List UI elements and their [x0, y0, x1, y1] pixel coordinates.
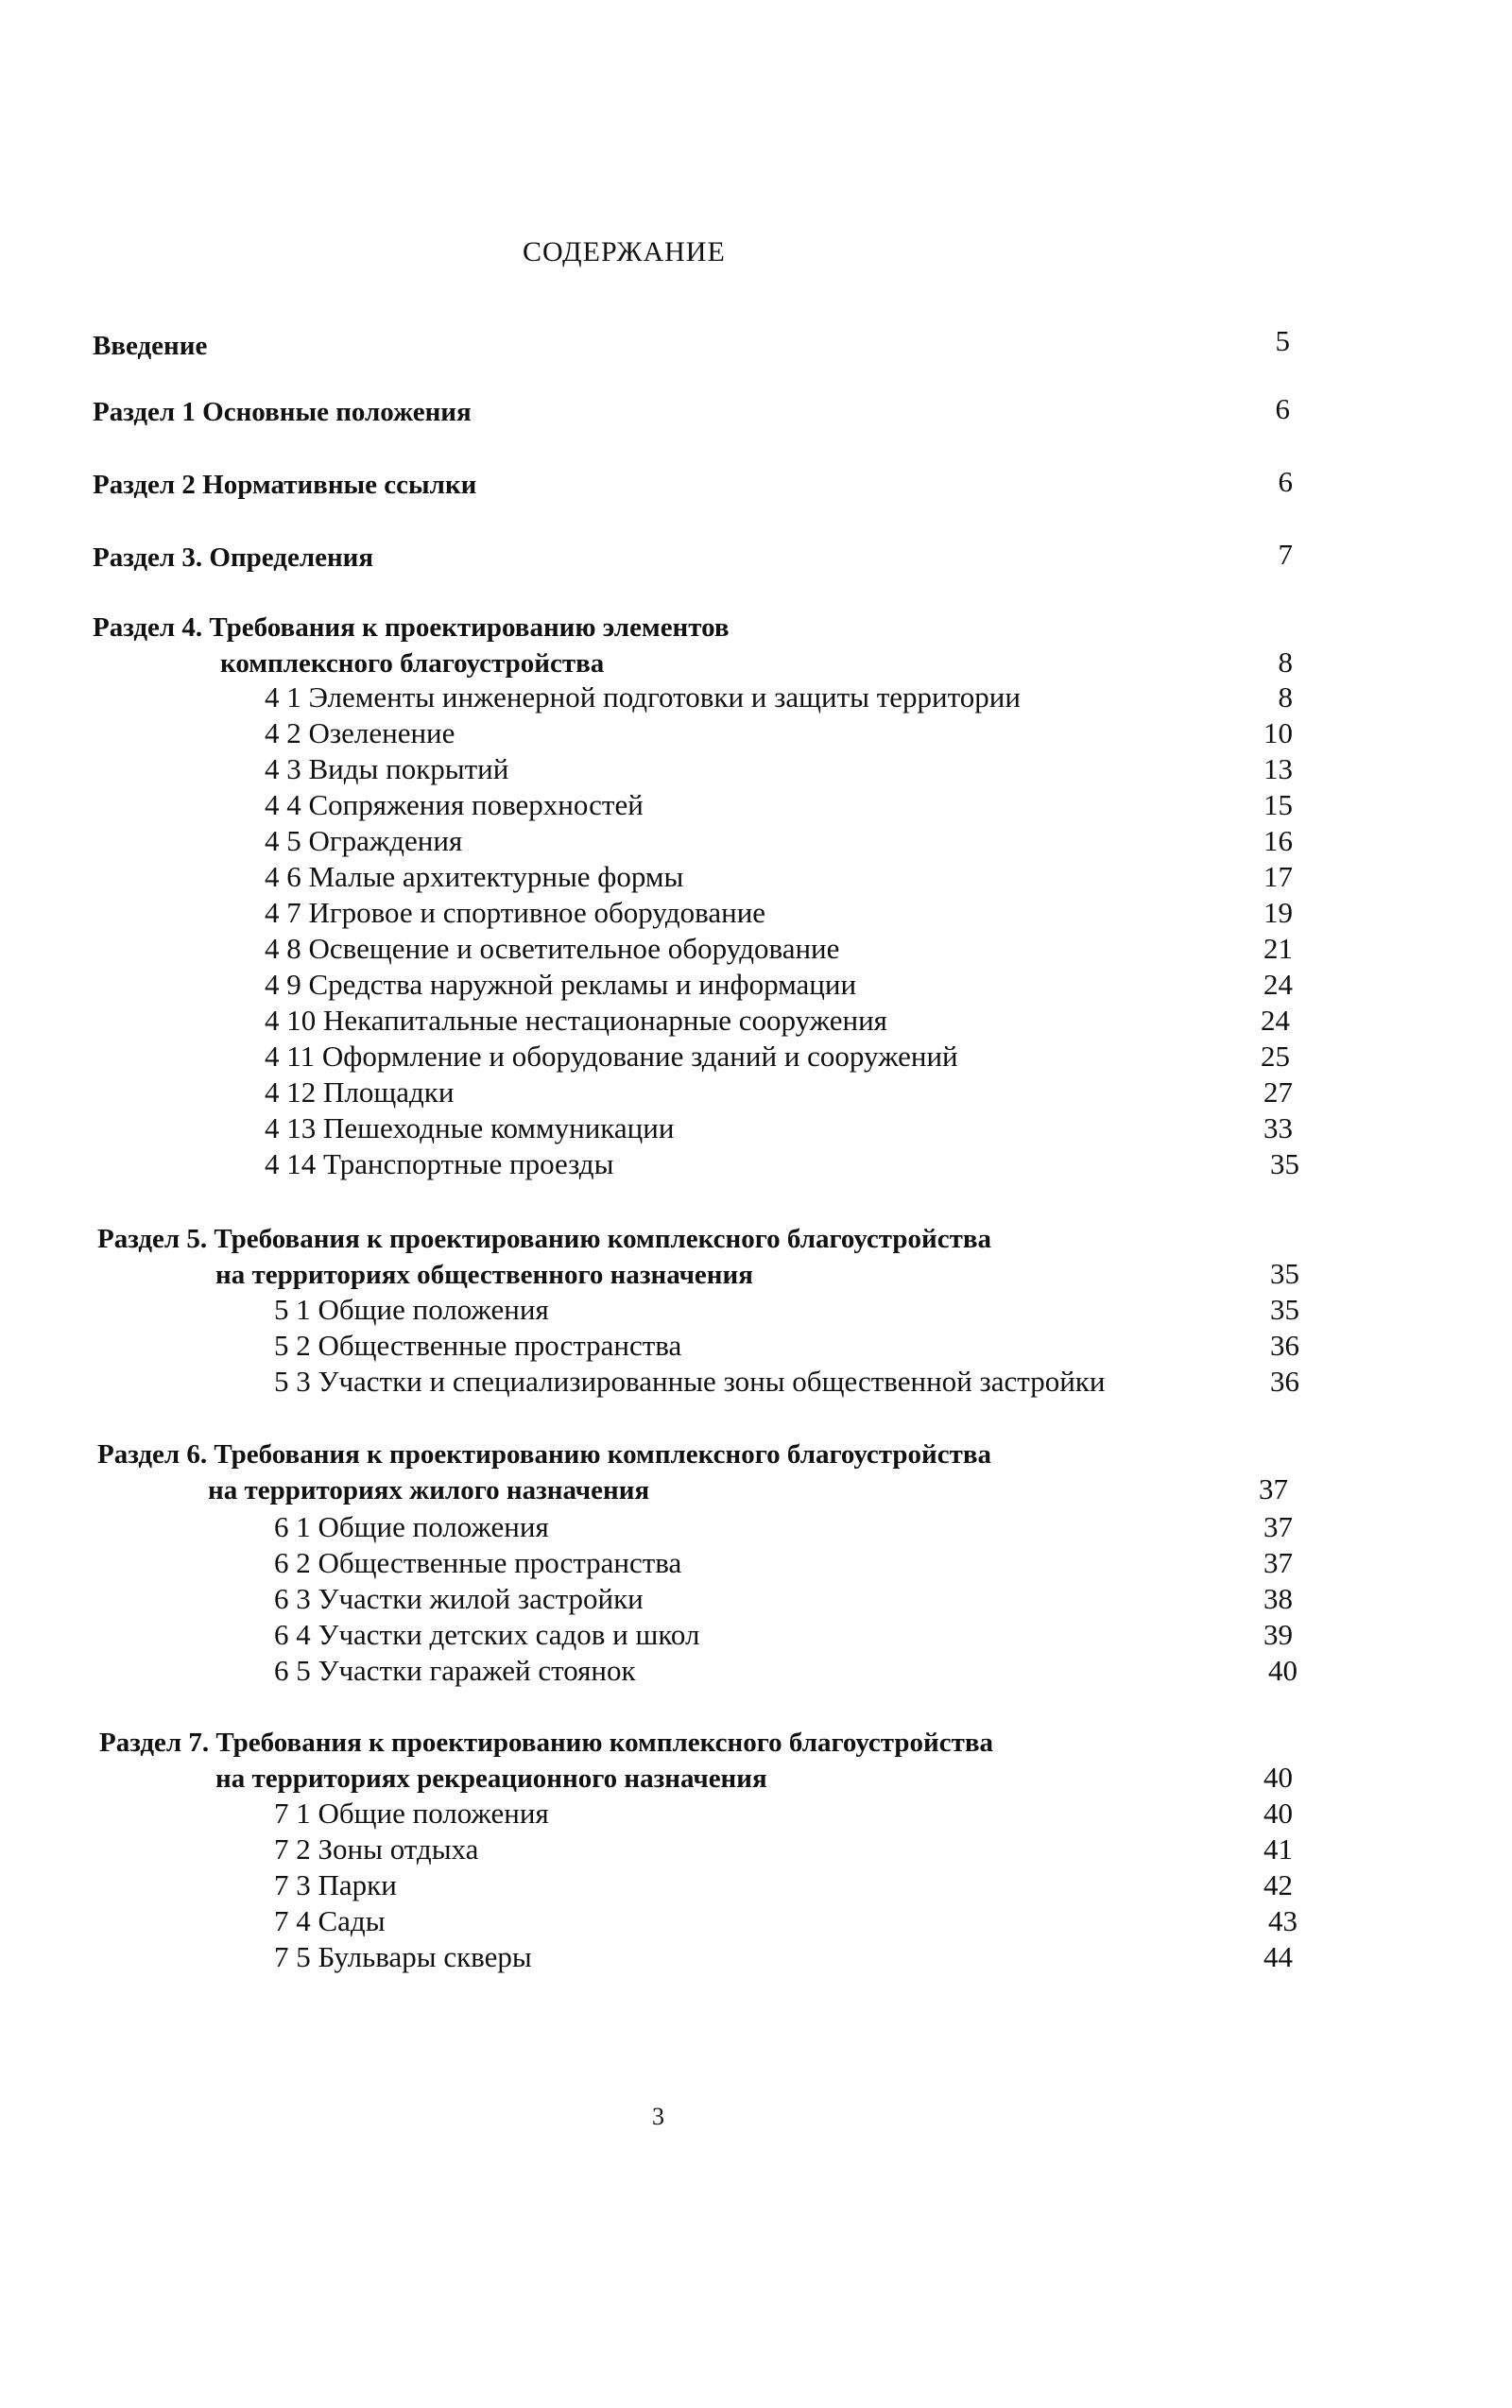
toc-item: 4 7 Игровое и спортивное оборудование — [265, 896, 766, 929]
toc-section-5-page: 35 — [1270, 1257, 1299, 1290]
toc-item-page: 38 — [1263, 1582, 1293, 1615]
toc-item-page: 35 — [1270, 1293, 1299, 1326]
toc-item: 6 4 Участки детских садов и школ — [274, 1618, 700, 1651]
toc-item: 4 13 Пешеходные коммуникации — [265, 1111, 675, 1144]
toc-item-page: 24 — [1263, 968, 1293, 1001]
toc-section-5-line2: на территориях общественного назначения — [215, 1260, 753, 1290]
toc-item-page: 41 — [1263, 1832, 1293, 1866]
toc-item-page: 37 — [1263, 1510, 1293, 1543]
toc-section-1-page: 6 — [1275, 392, 1290, 425]
toc-item: 4 11 Оформление и оборудование зданий и сооружений — [265, 1040, 958, 1073]
toc-item-page: 40 — [1263, 1797, 1293, 1830]
toc-item-page: 33 — [1263, 1111, 1293, 1144]
toc-section-6-line2: на территориях жилого назначения — [208, 1475, 650, 1505]
toc-item-page: 44 — [1263, 1940, 1293, 1973]
toc-item-page: 27 — [1263, 1075, 1293, 1109]
toc-item: 4 2 Озеленение — [265, 716, 455, 749]
toc-section-4-line1: Раздел 4. Требования к проектированию элементов — [93, 612, 730, 643]
toc-item-page: 40 — [1268, 1654, 1297, 1687]
toc-item-page: 43 — [1268, 1904, 1297, 1937]
toc-section-4-page: 8 — [1278, 645, 1293, 679]
toc-item-page: 35 — [1270, 1147, 1299, 1180]
toc-item-page: 21 — [1263, 932, 1293, 965]
toc-item-page: 16 — [1263, 824, 1293, 857]
toc-item-page: 15 — [1263, 788, 1293, 821]
toc-item-page: 39 — [1263, 1618, 1293, 1651]
toc-item-page: 10 — [1263, 716, 1293, 749]
toc-item: 4 10 Некапитальные нестационарные сооружения — [265, 1004, 887, 1037]
toc-intro-label: Введение — [93, 331, 208, 361]
toc-item: 7 5 Бульвары скверы — [274, 1940, 532, 1973]
toc-section-3-page: 7 — [1278, 538, 1293, 571]
toc-item-page: 13 — [1263, 752, 1293, 785]
toc-item: 6 3 Участки жилой застройки — [274, 1582, 644, 1615]
toc-section-7-line2: на территориях рекреационного назначения — [215, 1763, 767, 1794]
toc-item: 4 4 Сопряжения поверхностей — [265, 788, 644, 821]
toc-section-6-line1: Раздел 6. Требования к проектированию комплексного благоустройства — [97, 1439, 992, 1470]
toc-item: 4 14 Транспортные проезды — [265, 1147, 614, 1180]
toc-item-page: 36 — [1270, 1329, 1299, 1362]
toc-item: 4 1 Элементы инженерной подготовки и защиты территории — [265, 680, 1021, 714]
toc-item: 6 2 Общественные пространства — [274, 1546, 682, 1579]
toc-item: 7 4 Сады — [274, 1904, 386, 1937]
toc-section-2-page: 6 — [1278, 465, 1293, 498]
toc-item-page: 42 — [1263, 1868, 1293, 1901]
toc-item: 5 2 Общественные пространства — [274, 1329, 682, 1362]
toc-section-5-line1: Раздел 5. Требования к проектированию комплексного благоустройства — [97, 1224, 992, 1254]
toc-item-page: 8 — [1278, 680, 1293, 714]
toc-section-7-line1: Раздел 7. Требования к проектированию комплексного благоустройства — [99, 1728, 994, 1758]
toc-item: 6 1 Общие положения — [274, 1510, 549, 1543]
toc-section-4-line2: комплексного благоустройства — [220, 648, 605, 679]
toc-section-7-page: 40 — [1263, 1761, 1293, 1794]
toc-item: 5 1 Общие положения — [274, 1293, 549, 1326]
page-number: 3 — [652, 2103, 664, 2130]
toc-item-page: 19 — [1263, 896, 1293, 929]
toc-section-1-label: Раздел 1 Основные положения — [93, 397, 472, 427]
page-title: СОДЕРЖАНИЕ — [523, 236, 726, 267]
toc-item: 7 3 Парки — [274, 1868, 397, 1901]
toc-intro-page: 5 — [1275, 324, 1290, 357]
toc-item-page: 25 — [1261, 1040, 1290, 1073]
toc-section-2-label: Раздел 2 Нормативные ссылки — [93, 470, 477, 500]
toc-item: 6 5 Участки гаражей стоянок — [274, 1654, 636, 1687]
toc-section-3-label: Раздел 3. Определения — [93, 542, 374, 573]
toc-item: 4 6 Малые архитектурные формы — [265, 860, 684, 893]
toc-item: 4 9 Средства наружной рекламы и информации — [265, 968, 857, 1001]
toc-item: 5 3 Участки и специализированные зоны общественной застройки — [274, 1365, 1106, 1398]
toc-item-page: 17 — [1263, 860, 1293, 893]
toc-item-page: 37 — [1263, 1546, 1293, 1579]
toc-section-6-page: 37 — [1259, 1472, 1288, 1505]
toc-item: 4 5 Ограждения — [265, 824, 463, 857]
toc-item: 4 8 Освещение и осветительное оборудование — [265, 932, 840, 965]
toc-item: 4 12 Площадки — [265, 1075, 455, 1109]
toc-item: 7 2 Зоны отдыха — [274, 1832, 479, 1866]
toc-item-page: 36 — [1270, 1365, 1299, 1398]
toc-item-page: 24 — [1261, 1004, 1290, 1037]
toc-item: 4 3 Виды покрытий — [265, 752, 509, 785]
toc-item: 7 1 Общие положения — [274, 1797, 549, 1830]
